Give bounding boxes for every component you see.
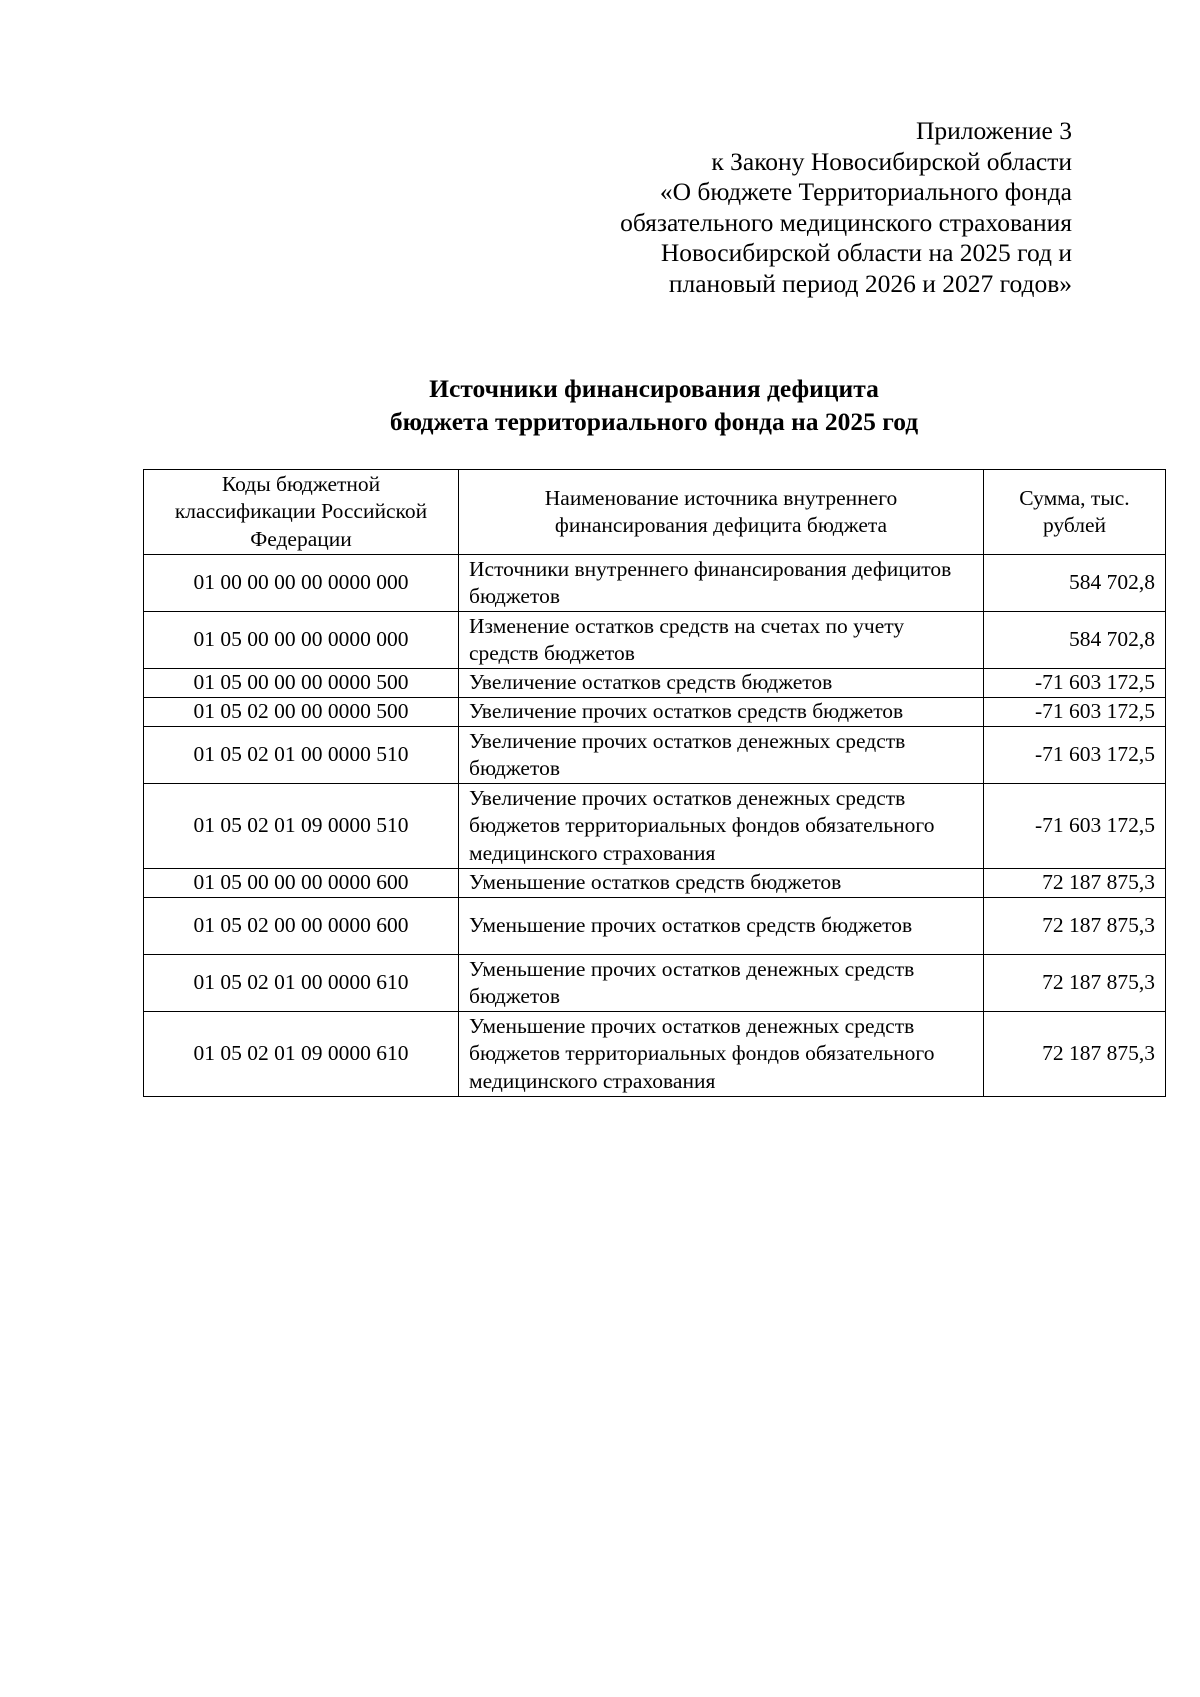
row-name: Уменьшение прочих остатков денежных средств бюджетов территориальных фондов обязательного медицинского страхования — [459, 1012, 984, 1097]
row-name: Увеличение прочих остатков средств бюджетов — [459, 698, 984, 727]
row-name: Уменьшение остатков средств бюджетов — [459, 869, 984, 898]
row-name: Изменение остатков средств на счетах по учету средств бюджетов — [459, 612, 984, 669]
row-code: 01 05 00 00 00 0000 500 — [144, 669, 459, 698]
table-row — [144, 1012, 1166, 1097]
table-row — [144, 898, 1166, 955]
row-code: 01 05 02 01 09 0000 510 — [144, 784, 459, 869]
row-sum: -71 603 172,5 — [984, 669, 1166, 698]
row-code: 01 00 00 00 00 0000 000 — [144, 555, 459, 612]
row-sum: 72 187 875,3 — [984, 898, 1166, 955]
appendix-reference — [432, 116, 1072, 299]
table-row — [144, 669, 1166, 698]
appendix-line: Новосибирской области на 2025 год и — [660, 238, 1072, 267]
row-sum: 72 187 875,3 — [984, 955, 1166, 1012]
row-name: Источники внутреннего финансирования дефицитов бюджетов — [459, 555, 984, 612]
table-row — [144, 555, 1166, 612]
row-code: 01 05 00 00 00 0000 600 — [144, 869, 459, 898]
row-sum: 72 187 875,3 — [984, 1012, 1166, 1097]
appendix-line: обязательного медицинского страхования — [620, 207, 1072, 237]
appendix-line: плановый период 2026 и 2027 годов» — [668, 268, 1072, 298]
row-name: Уменьшение прочих остатков денежных средств бюджетов — [459, 955, 984, 1012]
row-sum: -71 603 172,5 — [984, 727, 1166, 784]
title-line-2: бюджета территориального фонда на 2025 год — [389, 407, 919, 436]
row-code: 01 05 02 01 00 0000 610 — [144, 955, 459, 1012]
appendix-line: к Закону Новосибирской области — [711, 146, 1072, 176]
table-row — [144, 869, 1166, 898]
row-code: 01 05 02 01 00 0000 510 — [144, 727, 459, 784]
row-sum: 72 187 875,3 — [984, 869, 1166, 898]
row-code: 01 05 02 00 00 0000 600 — [144, 898, 459, 955]
header-name: Наименование источника внутреннего финансирования дефицита бюджета — [459, 470, 984, 555]
financing-sources-table — [143, 469, 1166, 1097]
row-sum: 584 702,8 — [984, 555, 1166, 612]
table-header-row — [144, 470, 1166, 555]
row-name: Уменьшение прочих остатков средств бюджетов — [459, 898, 984, 955]
table-row — [144, 955, 1166, 1012]
row-sum: 584 702,8 — [984, 612, 1166, 669]
row-code: 01 05 02 01 09 0000 610 — [144, 1012, 459, 1097]
table-row — [144, 698, 1166, 727]
appendix-line: Приложение 3 — [916, 116, 1072, 145]
appendix-line: «О бюджете Территориального фонда — [659, 177, 1072, 206]
table-row — [144, 612, 1166, 669]
row-sum: -71 603 172,5 — [984, 784, 1166, 869]
row-name: Увеличение прочих остатков денежных средств бюджетов территориальных фондов обязательного медицинского страхования — [459, 784, 984, 869]
row-code: 01 05 02 00 00 0000 500 — [144, 698, 459, 727]
header-code: Коды бюджетной классификации Российской Федерации — [144, 470, 459, 555]
table-row — [144, 727, 1166, 784]
header-sum: Сумма, тыс. рублей — [984, 470, 1166, 555]
table-row — [144, 784, 1166, 869]
row-name: Увеличение остатков средств бюджетов — [459, 669, 984, 698]
row-sum: -71 603 172,5 — [984, 698, 1166, 727]
row-name: Увеличение прочих остатков денежных средств бюджетов — [459, 727, 984, 784]
document-title — [143, 372, 1165, 438]
row-code: 01 05 00 00 00 0000 000 — [144, 612, 459, 669]
title-line-1: Источники финансирования дефицита — [429, 374, 879, 403]
